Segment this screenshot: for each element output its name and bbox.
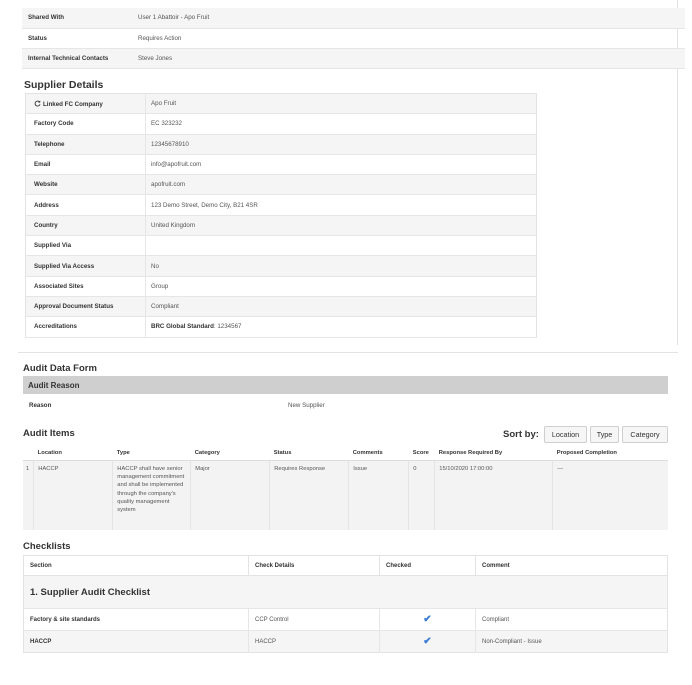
detail-value: apofruit.com bbox=[146, 175, 537, 195]
sort-location-button[interactable]: Location bbox=[544, 426, 587, 443]
detail-row bbox=[26, 296, 537, 316]
column-header[interactable]: Location bbox=[34, 446, 113, 460]
refresh-icon bbox=[34, 100, 41, 107]
column-header[interactable]: Type bbox=[113, 446, 191, 460]
column-header[interactable]: Status bbox=[270, 446, 349, 460]
column-header[interactable]: Category bbox=[191, 446, 270, 460]
detail-row bbox=[26, 236, 537, 256]
detail-label: Email bbox=[26, 154, 146, 174]
column-header[interactable]: Response Required By bbox=[435, 446, 553, 460]
detail-row bbox=[22, 8, 685, 28]
detail-row bbox=[26, 134, 537, 154]
detail-value: Steve Jones bbox=[132, 48, 685, 68]
audit-data-form-heading: Audit Data Form bbox=[23, 363, 97, 374]
audit-panel bbox=[18, 352, 678, 662]
detail-row bbox=[26, 276, 537, 296]
audit-reason-row bbox=[23, 397, 668, 415]
table-row bbox=[24, 609, 668, 631]
sort-type-button[interactable]: Type bbox=[590, 426, 619, 443]
checklist-header bbox=[24, 556, 668, 576]
reason-label: Reason bbox=[29, 402, 52, 409]
linked-company-label bbox=[26, 94, 146, 114]
check-comment: Compliant bbox=[476, 609, 668, 631]
supplier-panel bbox=[18, 0, 678, 345]
column-header[interactable]: Score bbox=[409, 446, 435, 460]
column-header: Checked bbox=[380, 556, 476, 576]
detail-label: Associated Sites bbox=[26, 276, 146, 296]
detail-row bbox=[26, 195, 537, 215]
supplier-details-table bbox=[25, 93, 537, 338]
accreditation-number: : 1234567 bbox=[213, 323, 242, 331]
detail-value bbox=[146, 236, 537, 256]
detail-row bbox=[26, 114, 537, 134]
table-row bbox=[24, 631, 668, 653]
checklists-heading: Checklists bbox=[23, 541, 71, 552]
detail-label: Status bbox=[22, 28, 132, 48]
detail-value: 123 Demo Street, Demo City, B21 4SR bbox=[146, 195, 537, 215]
checkmark-icon: ✔ bbox=[423, 614, 432, 625]
checked-cell bbox=[380, 609, 476, 631]
detail-row bbox=[22, 48, 685, 68]
detail-label: Address bbox=[26, 195, 146, 215]
reason-value: New Supplier bbox=[288, 402, 325, 409]
audit-items-table bbox=[23, 446, 668, 530]
column-header: Section bbox=[24, 556, 249, 576]
item-comments: Issue bbox=[349, 460, 409, 530]
item-score: 0 bbox=[409, 460, 435, 530]
accreditations-label: Accreditations bbox=[26, 317, 146, 337]
check-comment: Non-Compliant - Issue bbox=[476, 631, 668, 653]
detail-row bbox=[26, 94, 537, 114]
accreditations-value bbox=[146, 317, 537, 337]
checklist-group-title: 1. Supplier Audit Checklist bbox=[24, 576, 668, 609]
item-type: HACCP shall have senior management commitment and shall be implemented through the company's quality management system bbox=[113, 460, 191, 530]
shared-details-table bbox=[22, 8, 685, 69]
detail-row bbox=[26, 256, 537, 276]
detail-row bbox=[26, 215, 537, 235]
detail-value: Requires Action bbox=[132, 28, 685, 48]
detail-label: Supplied Via Access bbox=[26, 256, 146, 276]
index-column-header bbox=[23, 446, 34, 460]
audit-items-heading: Audit Items bbox=[23, 428, 75, 439]
audit-items-header bbox=[23, 446, 668, 460]
checked-cell bbox=[380, 631, 476, 653]
detail-label: Approval Document Status bbox=[26, 296, 146, 316]
linked-company-value: Apo Fruit bbox=[146, 94, 537, 114]
supplier-details-heading: Supplier Details bbox=[24, 79, 104, 91]
checklist-group-row bbox=[24, 576, 668, 609]
detail-label: Website bbox=[26, 175, 146, 195]
sort-by-label: Sort by: bbox=[503, 429, 539, 440]
detail-label: Factory Code bbox=[26, 114, 146, 134]
column-header[interactable]: Proposed Completion bbox=[553, 446, 668, 460]
item-proposed-completion: — bbox=[553, 460, 668, 530]
check-details: HACCP bbox=[249, 631, 380, 653]
column-header: Comment bbox=[476, 556, 668, 576]
detail-label: Supplied Via bbox=[26, 236, 146, 256]
checklists-table bbox=[23, 555, 668, 653]
sort-category-button[interactable]: Category bbox=[622, 426, 668, 443]
detail-row bbox=[22, 28, 685, 48]
linked-company-text: Linked FC Company bbox=[43, 100, 103, 108]
checkmark-icon: ✔ bbox=[423, 636, 432, 647]
table-row[interactable] bbox=[23, 460, 668, 530]
detail-value: No bbox=[146, 256, 537, 276]
detail-row bbox=[26, 317, 537, 337]
detail-label: Telephone bbox=[26, 134, 146, 154]
check-section: Factory & site standards bbox=[24, 609, 249, 631]
detail-label: Shared With bbox=[22, 8, 132, 28]
item-response-by: 15/10/2020 17:00:00 bbox=[435, 460, 553, 530]
detail-value: Group bbox=[146, 276, 537, 296]
column-header: Check Details bbox=[249, 556, 380, 576]
detail-value: Compliant bbox=[146, 296, 537, 316]
detail-label: Country bbox=[26, 215, 146, 235]
detail-row bbox=[26, 154, 537, 174]
detail-value: info@apofruit.com bbox=[146, 154, 537, 174]
check-details: CCP Control bbox=[249, 609, 380, 631]
item-status: Requires Response bbox=[270, 460, 349, 530]
detail-value: United Kingdom bbox=[146, 215, 537, 235]
detail-label: Internal Technical Contacts bbox=[22, 48, 132, 68]
item-location: HACCP bbox=[34, 460, 113, 530]
accreditation-name: BRC Global Standard bbox=[151, 323, 214, 331]
detail-row bbox=[26, 175, 537, 195]
detail-value: 12345678910 bbox=[146, 134, 537, 154]
item-category: Major bbox=[191, 460, 270, 530]
column-header[interactable]: Comments bbox=[349, 446, 409, 460]
detail-value: User 1 Abattoir - Apo Fruit bbox=[132, 8, 685, 28]
audit-reason-header: Audit Reason bbox=[23, 376, 668, 394]
check-section: HACCP bbox=[24, 631, 249, 653]
row-number: 1 bbox=[23, 460, 34, 530]
detail-value: EC 323232 bbox=[146, 114, 537, 134]
